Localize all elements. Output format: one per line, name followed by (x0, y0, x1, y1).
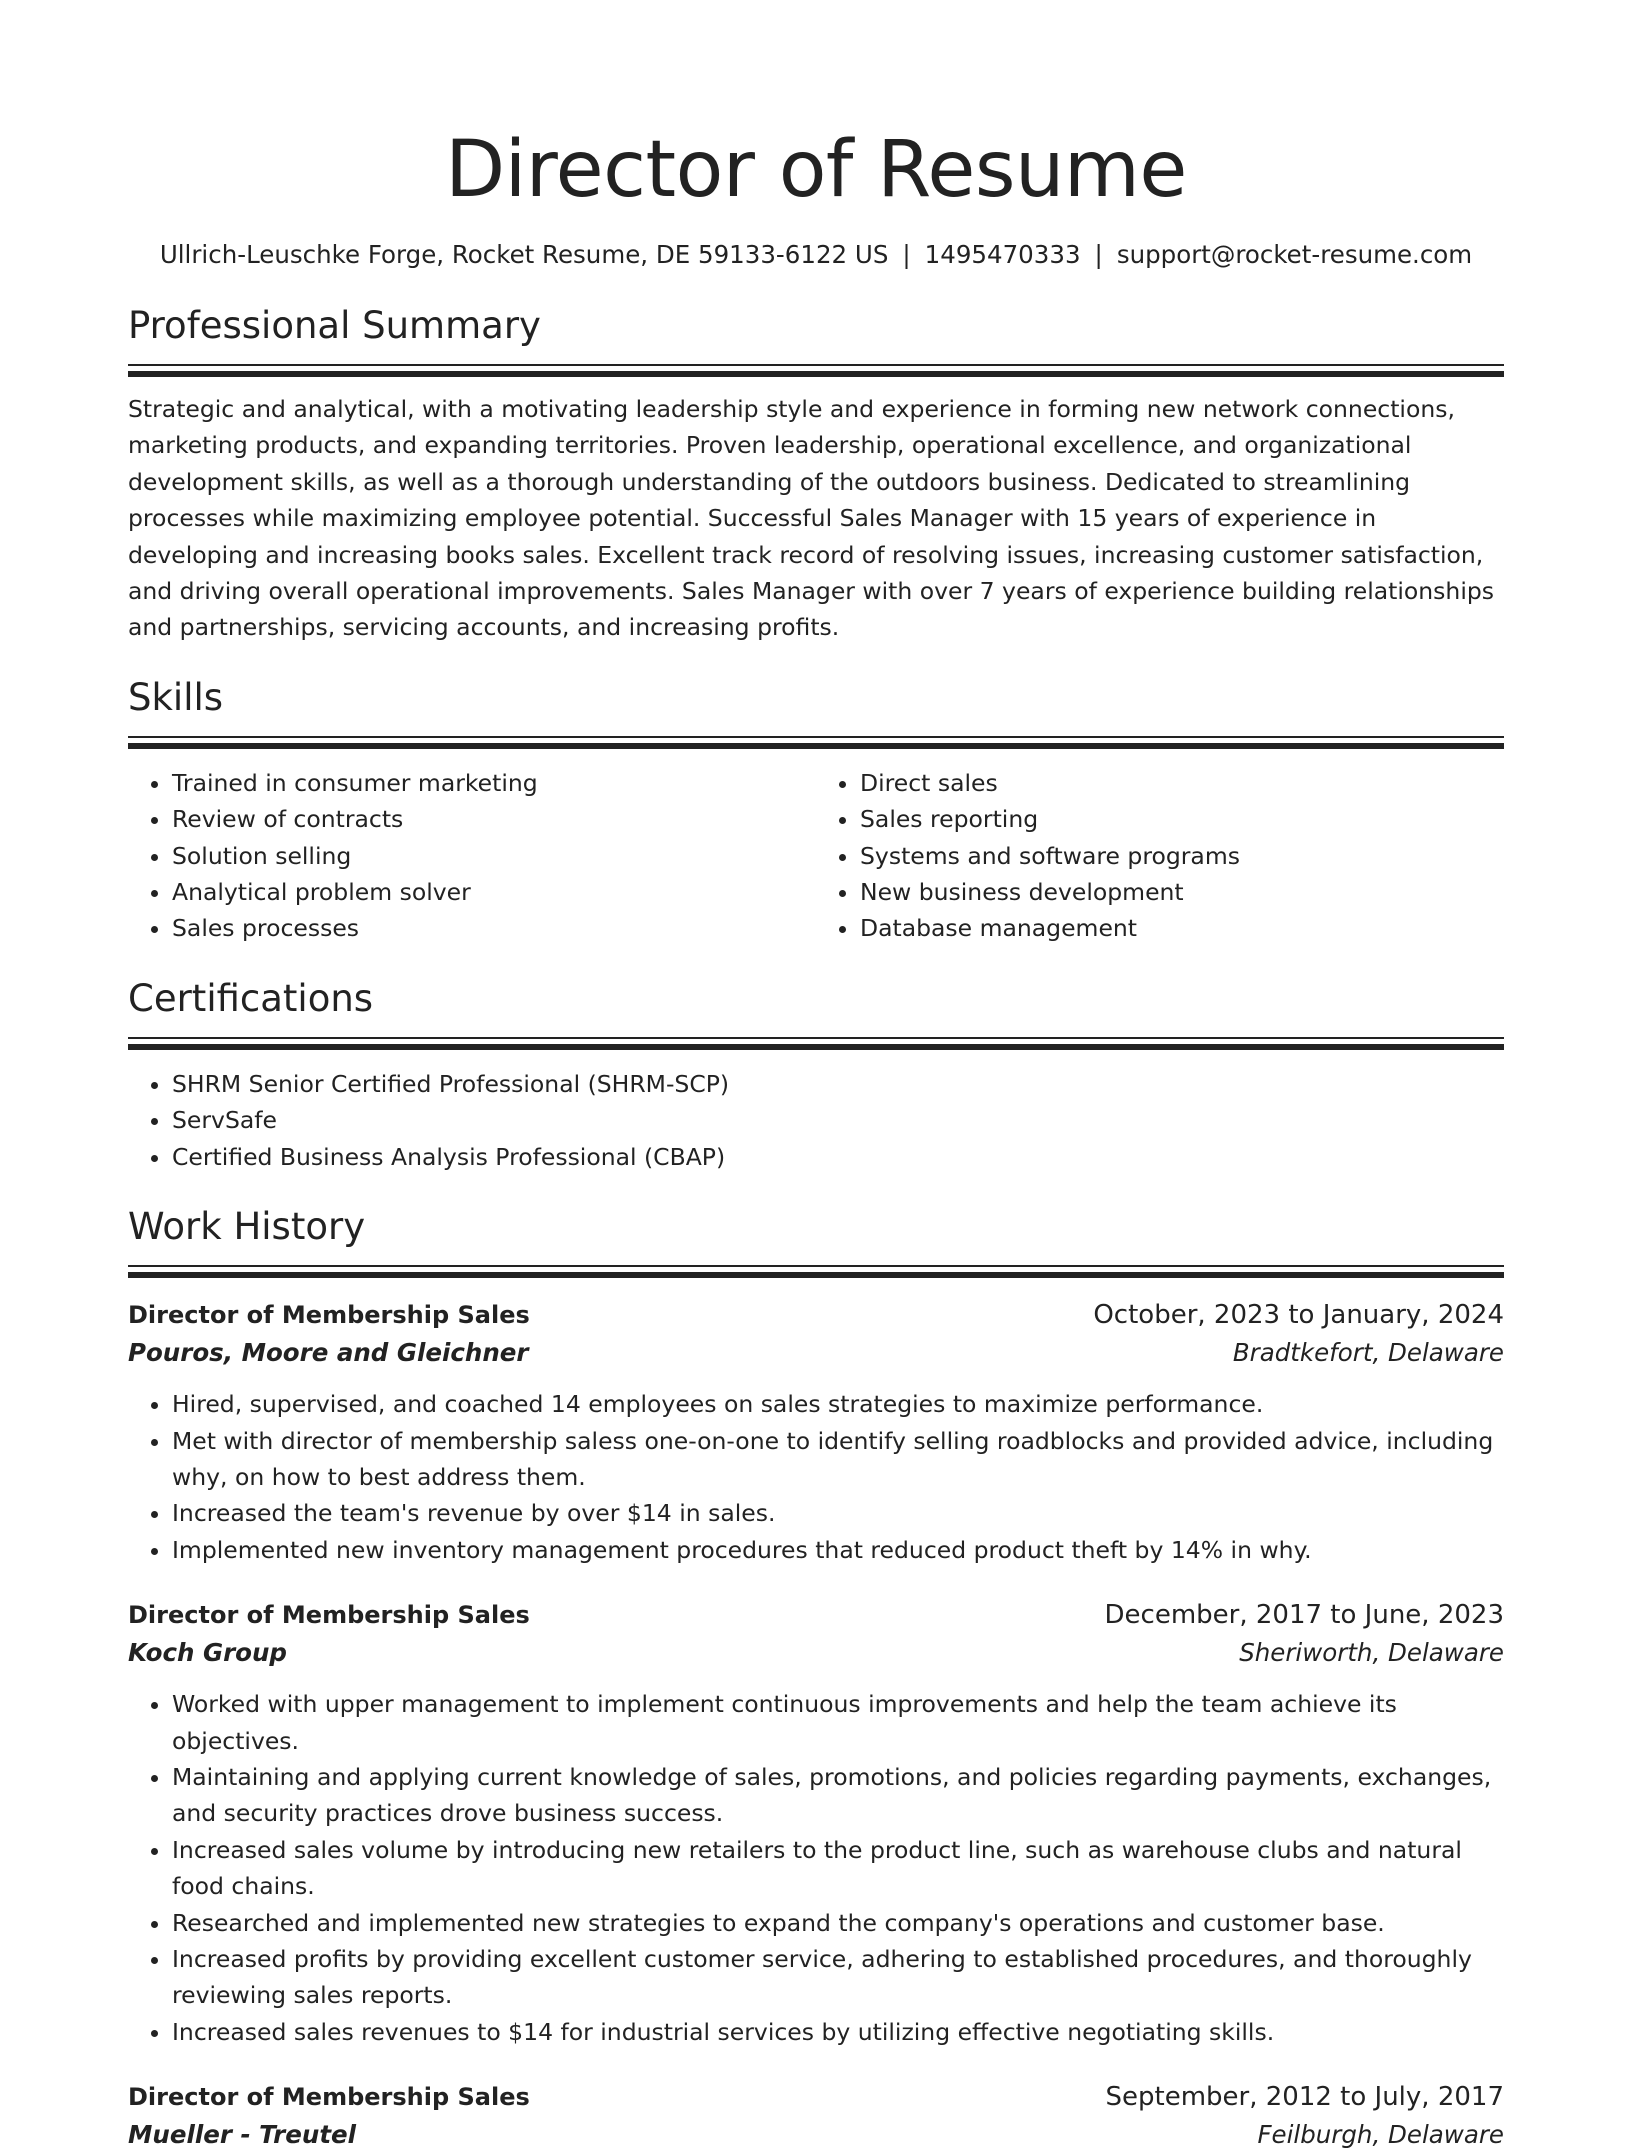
skill-item: • Database management (860, 910, 1504, 946)
section-rule (128, 364, 1504, 366)
section-rule (128, 736, 1504, 738)
job-bullet: • Researched and implemented new strategies to expand the company's operations and customer base. (172, 1905, 1504, 1941)
job-entry (128, 1296, 1504, 1568)
job-entry (128, 2078, 1504, 2154)
job-company: Pouros, Moore and Gleichner (128, 1338, 529, 1368)
job-title: Director of Membership Sales (128, 2083, 530, 2112)
contact-phone: 1495470333 (924, 240, 1081, 269)
skill-item: • Trained in consumer marketing (172, 765, 816, 801)
job-bullet: • Met with director of membership saless one-on-one to identify selling roadblocks and provided advice, including why, on how to best address them. (172, 1423, 1504, 1496)
section-title-work: Work History (128, 1205, 366, 1249)
job-entry (128, 1596, 1504, 2050)
job-location: Sheriworth, Delaware (1239, 1638, 1504, 1668)
skill-item: • Systems and software programs (860, 838, 1504, 874)
section-rule (128, 1272, 1504, 1278)
job-title: Director of Membership Sales (128, 1601, 530, 1630)
resume-name: Director of Resume (445, 125, 1187, 215)
skills-list-right (816, 765, 1504, 947)
job-location: Bradtkefort, Delaware (1232, 1338, 1504, 1368)
contact-email: support@rocket-resume.com (1116, 240, 1473, 269)
job-company: Mueller - Treutel (128, 2120, 357, 2150)
work-section (128, 1203, 1504, 2154)
job-bullet: • Implemented new inventory management procedures that reduced product theft by 14% in why. (172, 1532, 1504, 1568)
job-header (128, 2078, 1504, 2116)
section-rule (128, 371, 1504, 377)
job-dates: December, 2017 to June, 2023 (1104, 1600, 1504, 1631)
skill-item: • Review of contracts (172, 801, 816, 837)
skill-item: • Sales processes (172, 910, 816, 946)
skill-item: • Direct sales (860, 765, 1504, 801)
job-bullets (128, 1686, 1504, 2050)
job-company: Koch Group (128, 1638, 287, 1668)
job-subheader (128, 2116, 1504, 2154)
section-title-skills: Skills (128, 675, 224, 719)
skill-item: • New business development (860, 874, 1504, 910)
certification-item: • ServSafe (172, 1102, 1504, 1138)
section-rule (128, 1037, 1504, 1039)
job-bullet: • Increased sales revenues to $14 for industrial services by utilizing effective negotiating skills. (172, 2014, 1504, 2050)
contact-separator: | (902, 240, 911, 269)
section-title-certifications: Certifications (128, 976, 374, 1020)
job-bullet: • Hired, supervised, and coached 14 employees on sales strategies to maximize performance. (172, 1386, 1504, 1422)
skills-list-left (128, 765, 816, 947)
certification-item: • SHRM Senior Certified Professional (SHRM-SCP) (172, 1066, 1504, 1102)
skill-item: • Analytical problem solver (172, 874, 816, 910)
job-header (128, 1596, 1504, 1634)
section-title-summary: Professional Summary (128, 304, 541, 347)
job-bullet: • Maintaining and applying current knowledge of sales, promotions, and policies regarding payments, exchanges, and security practices drove business success. (172, 1759, 1504, 1832)
job-dates: October, 2023 to January, 2024 (1093, 1300, 1504, 1331)
skill-item: • Solution selling (172, 838, 816, 874)
job-subheader (128, 1634, 1504, 1672)
certification-item: • Certified Business Analysis Professional (CBAP) (172, 1139, 1504, 1175)
contact-address: Ullrich-Leuschke Forge, Rocket Resume, DE 59133-6122 US (159, 240, 889, 269)
job-dates: September, 2012 to July, 2017 (1105, 2082, 1504, 2113)
certifications-section (128, 975, 1504, 1175)
section-rule (128, 1265, 1504, 1267)
section-rule (128, 1044, 1504, 1050)
job-subheader (128, 1334, 1504, 1372)
job-bullet: • Increased sales volume by introducing new retailers to the product line, such as warehouse clubs and natural food chains. (172, 1832, 1504, 1905)
summary-text: Strategic and analytical, with a motivating leadership style and experience in forming new network connections, marketing products, and expanding territories. Proven leadership, operational excellence, and organizational development skills, as well as a thorough understanding of the outdoors business. Dedicated to streamlining processes while maximizing employee potential. Successful Sales Manager with 15 years of experience in developing and increasing books sales. Excellent track record of resolving issues, increasing customer satisfaction, and driving overall operational improvements. Sales Manager with over 7 years of experience building relationships and partnerships, servicing accounts, and increasing profits. (128, 395, 1495, 642)
job-bullet: • Increased the team's revenue by over $14 in sales. (172, 1495, 1504, 1531)
skill-item: • Sales reporting (860, 801, 1504, 837)
job-location: Feilburgh, Delaware (1257, 2120, 1504, 2150)
job-bullet: • Worked with upper management to implement continuous improvements and help the team achieve its objectives. (172, 1686, 1504, 1759)
job-bullet: • Increased profits by providing excellent customer service, adhering to established procedures, and thoroughly reviewing sales reports. (172, 1941, 1504, 2014)
contact-line (128, 238, 1504, 272)
section-rule (128, 743, 1504, 749)
skills-columns (128, 765, 1504, 947)
certifications-list (128, 1066, 1504, 1175)
contact-separator: | (1094, 240, 1103, 269)
job-header (128, 1296, 1504, 1334)
job-bullets (128, 1386, 1504, 1568)
summary-section (128, 302, 1504, 646)
skills-section (128, 674, 1504, 947)
job-title: Director of Membership Sales (128, 1301, 530, 1330)
